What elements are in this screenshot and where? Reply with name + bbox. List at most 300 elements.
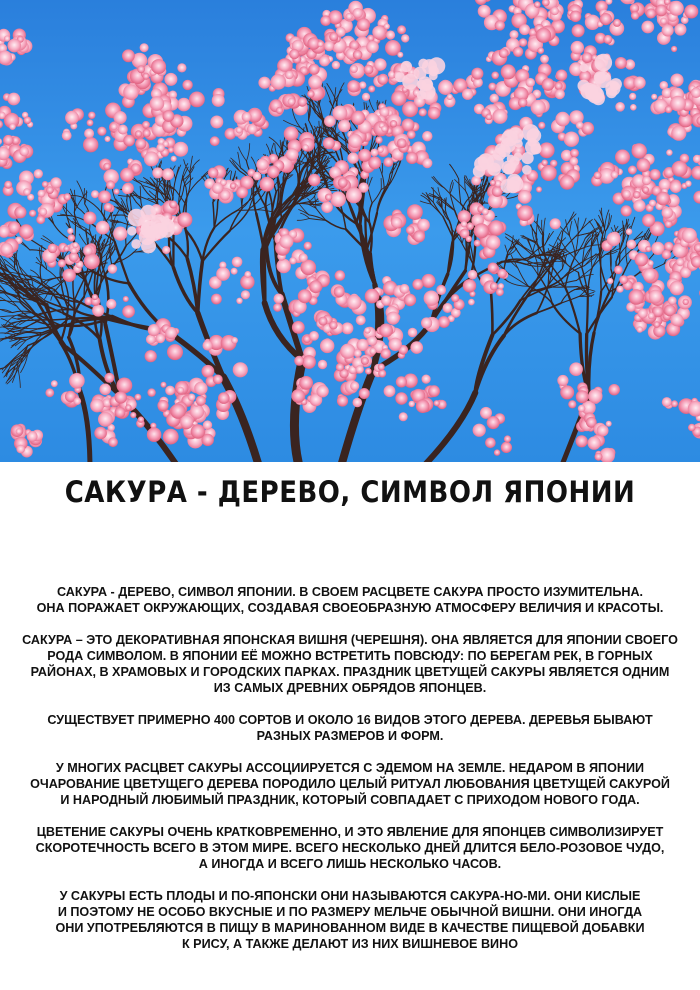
- blossom: [536, 28, 551, 43]
- blossom: [396, 376, 407, 387]
- blossom: [507, 155, 515, 163]
- blossom: [4, 36, 10, 42]
- blossom: [120, 168, 134, 182]
- blossom: [619, 275, 628, 284]
- blossom: [560, 175, 575, 190]
- blossom: [23, 188, 30, 195]
- blossom: [568, 400, 576, 408]
- blossom: [513, 47, 523, 57]
- blossom: [8, 39, 22, 53]
- blossom: [486, 235, 501, 250]
- blossom: [329, 32, 338, 41]
- blossom: [370, 149, 378, 157]
- blossom: [671, 400, 678, 407]
- blossom: [488, 83, 496, 91]
- blossom: [401, 61, 412, 72]
- blossom: [135, 394, 142, 401]
- blossom: [88, 112, 95, 119]
- blossom: [386, 30, 395, 39]
- blossom: [19, 147, 29, 157]
- blossom: [135, 138, 146, 149]
- blossom: [588, 436, 601, 449]
- blossom: [69, 373, 85, 389]
- blossom: [139, 229, 156, 246]
- blossom: [570, 10, 582, 22]
- text-line: РАЗНЫХ РАЗМЕРОВ И ФОРМ.: [256, 729, 444, 743]
- blossom: [594, 172, 602, 180]
- blossom: [422, 274, 436, 288]
- blossom: [289, 49, 299, 59]
- blossom: [399, 284, 409, 294]
- blossom: [323, 137, 335, 149]
- text-line: РОДА СИМВОЛОМ. В ЯПОНИИ ЕЁ МОЖНО ВСТРЕТИТЬ ПОВСЮДУ: ПО БЕРЕГАМ РЕК, В ГОРНЫХ: [47, 649, 653, 663]
- blossom: [203, 420, 212, 429]
- blossom: [163, 110, 175, 122]
- blossom: [203, 340, 213, 350]
- blossom: [633, 200, 645, 212]
- blossom: [157, 400, 168, 411]
- blossom: [582, 52, 593, 63]
- blossom: [578, 405, 586, 413]
- blossom: [685, 181, 691, 187]
- blossom: [522, 165, 532, 175]
- blossom: [48, 244, 58, 254]
- blossom: [144, 151, 159, 166]
- blossom: [191, 424, 205, 438]
- blossom: [569, 157, 578, 166]
- blossom: [320, 15, 331, 26]
- blossom: [623, 190, 631, 198]
- blossom: [70, 248, 77, 255]
- blossom: [236, 298, 242, 304]
- blossom: [84, 129, 94, 139]
- blossom: [289, 257, 296, 264]
- blossom: [531, 100, 546, 115]
- blossom: [147, 427, 162, 442]
- blossom: [501, 64, 516, 79]
- blossom: [278, 60, 290, 72]
- blossom: [417, 219, 430, 232]
- text-line: ОНИ УПОТРЕБЛЯЮТСЯ В ПИЩУ В МАРИНОВАННОМ ВИДЕ В КАЧЕСТВЕ ПИЩЕВОЙ ДОБАВКИ: [55, 921, 645, 935]
- blossom: [211, 294, 222, 305]
- blossom: [662, 207, 674, 219]
- blossom: [307, 90, 314, 97]
- blossom: [438, 80, 453, 95]
- blossom: [491, 72, 499, 80]
- blossom: [347, 80, 359, 92]
- blossom: [320, 339, 334, 353]
- blossom: [642, 187, 649, 194]
- blossom: [302, 144, 308, 150]
- blossom: [92, 304, 104, 316]
- blossom: [177, 212, 192, 227]
- blossom: [571, 41, 584, 54]
- blossom: [499, 48, 509, 58]
- blossom: [526, 78, 535, 87]
- blossom: [188, 394, 196, 402]
- blossom: [466, 236, 472, 242]
- blossom: [379, 324, 393, 338]
- blossom: [122, 49, 135, 62]
- blossom: [372, 26, 385, 39]
- blossom: [603, 35, 612, 44]
- blossom: [637, 326, 643, 332]
- text-line: СКОРОТЕЧНОСТЬ ВСЕГО В ЭТОМ МИРЕ. ВСЕГО НЕСКОЛЬКО ДНЕЙ ДЛИТСЯ БЕЛО-РОЗОВОЕ ЧУДО,: [35, 841, 665, 855]
- blossom: [16, 428, 22, 434]
- blossom: [366, 41, 379, 54]
- blossom: [319, 317, 328, 326]
- blossom: [381, 348, 391, 358]
- blossom: [285, 71, 294, 80]
- blossom: [397, 52, 403, 58]
- blossom: [284, 126, 299, 141]
- blossom: [210, 116, 223, 129]
- blossom: [361, 357, 369, 365]
- blossom: [494, 449, 500, 455]
- blossom: [348, 134, 362, 148]
- blossom: [628, 166, 637, 175]
- blossom: [540, 55, 549, 64]
- blossom: [527, 128, 542, 143]
- blossom: [256, 159, 268, 171]
- blossom: [299, 253, 308, 262]
- blossom: [473, 424, 486, 437]
- blossom: [27, 431, 38, 442]
- blossom: [461, 221, 467, 227]
- blossom: [244, 271, 251, 278]
- blossom: [51, 380, 58, 387]
- blossom: [534, 1, 541, 8]
- blossom: [357, 18, 370, 31]
- blossom: [688, 424, 696, 432]
- blossom: [19, 224, 34, 239]
- blossom: [646, 8, 656, 18]
- blossom: [670, 74, 683, 87]
- blossom: [629, 93, 636, 100]
- blossom: [189, 92, 205, 108]
- blossom: [421, 317, 432, 328]
- blossom: [468, 270, 478, 280]
- blossom: [321, 201, 333, 213]
- branch: [491, 293, 492, 335]
- blossom: [642, 214, 655, 227]
- blossom: [91, 190, 99, 198]
- blossom: [104, 373, 114, 383]
- blossom: [108, 437, 118, 447]
- blossom: [87, 119, 94, 126]
- blossom: [654, 321, 661, 328]
- text-line: ЦВЕТЕНИЕ САКУРЫ ОЧЕНЬ КРАТКОВРЕМЕННО, И ЭТО ЯВЛЕНИЕ ДЛЯ ЯПОНЦЕВ СИМВОЛИЗИРУЕТ: [36, 825, 664, 839]
- blossom: [434, 400, 440, 406]
- blossom: [497, 269, 507, 279]
- blossom: [580, 63, 589, 72]
- blossom: [595, 54, 613, 72]
- blossom: [180, 415, 193, 428]
- blossom: [629, 289, 645, 305]
- blossom: [615, 150, 630, 165]
- blossom: [347, 295, 362, 310]
- blossom: [3, 135, 14, 146]
- branch: [587, 296, 588, 335]
- blossom: [358, 149, 371, 162]
- blossom: [318, 360, 327, 369]
- blossom: [408, 328, 418, 338]
- blossom: [117, 378, 133, 394]
- blossom: [273, 303, 282, 312]
- blossom: [635, 253, 649, 267]
- blossom: [350, 65, 358, 73]
- blossom: [335, 270, 346, 281]
- blossom: [422, 375, 431, 384]
- blossom: [368, 86, 375, 93]
- blossom: [279, 234, 293, 248]
- blossom: [381, 295, 391, 305]
- blossom: [381, 126, 387, 132]
- blossom: [576, 390, 589, 403]
- blossom: [541, 165, 557, 181]
- blossom: [309, 280, 322, 293]
- blossom: [346, 187, 362, 203]
- blossom: [482, 208, 489, 215]
- blossom: [676, 258, 684, 266]
- article-body: [20, 584, 680, 968]
- blossom: [585, 84, 602, 101]
- blossom: [208, 168, 219, 179]
- blossom: [127, 226, 136, 235]
- blossom: [202, 365, 215, 378]
- blossom: [353, 8, 363, 18]
- blossom: [213, 375, 223, 385]
- blossom: [236, 127, 243, 134]
- blossom: [212, 182, 223, 193]
- blossom: [34, 169, 43, 178]
- blossom: [615, 102, 625, 112]
- blossom: [298, 289, 312, 303]
- blossom: [645, 246, 651, 252]
- blossom: [560, 385, 574, 399]
- blossom: [422, 131, 432, 141]
- paragraph: [20, 584, 680, 616]
- blossom: [304, 242, 312, 250]
- blossom: [216, 267, 230, 281]
- blossom: [353, 50, 363, 60]
- blossom: [671, 126, 686, 141]
- blossom: [555, 112, 570, 127]
- blossom: [350, 381, 359, 390]
- blossom: [83, 137, 98, 152]
- blossom: [406, 226, 415, 235]
- blossom: [655, 4, 667, 16]
- blossom: [401, 34, 409, 42]
- blossom: [334, 286, 345, 297]
- blossom: [104, 203, 113, 212]
- blossom: [286, 148, 299, 161]
- blossom: [4, 181, 12, 189]
- blossom: [231, 268, 238, 275]
- blossom: [495, 20, 505, 30]
- blossom: [140, 43, 149, 52]
- blossom: [447, 94, 453, 100]
- blossom: [501, 130, 518, 147]
- blossom: [338, 178, 348, 188]
- text-line: К РИСУ, А ТАКЖЕ ДЕЛАЮТ ИЗ НИХ ВИШНЕВОЕ ВИНО: [182, 937, 518, 951]
- blossom: [576, 435, 588, 447]
- blossom: [487, 416, 500, 429]
- blossom: [607, 278, 613, 284]
- blossom: [316, 385, 328, 397]
- blossom: [72, 242, 78, 248]
- blossom: [67, 228, 73, 234]
- blossom: [233, 362, 248, 377]
- blossom: [428, 107, 441, 120]
- blossom: [347, 152, 358, 163]
- blossom: [631, 11, 639, 19]
- blossom: [338, 120, 351, 133]
- blossom: [498, 283, 504, 289]
- blossom: [196, 396, 206, 406]
- blossom: [271, 74, 287, 90]
- blossom: [682, 228, 697, 243]
- blossom: [29, 210, 36, 217]
- blossom: [148, 324, 160, 336]
- blossom: [106, 299, 116, 309]
- paragraph: [20, 824, 680, 872]
- blossom: [649, 169, 660, 180]
- blossom: [404, 294, 416, 306]
- blossom: [324, 41, 334, 51]
- text-line: СУЩЕСТВУЕТ ПРИМЕРНО 400 СОРТОВ И ОКОЛО 16 ВИДОВ ЭТОГО ДЕРЕВА. ДЕРЕВЬЯ БЫВАЮТ: [47, 713, 653, 727]
- blossom: [395, 392, 407, 404]
- blossom: [292, 321, 305, 334]
- blossom: [463, 279, 476, 292]
- blossom: [97, 127, 106, 136]
- blossom: [143, 73, 150, 80]
- blossom: [177, 63, 186, 72]
- blossom: [329, 321, 337, 329]
- blossom: [466, 222, 474, 230]
- blossom: [130, 412, 136, 418]
- page-title: САКУРА - ДЕРЕВО, СИМВОЛ ЯПОНИИ: [64, 476, 636, 510]
- blossom: [626, 228, 633, 235]
- blossom: [410, 341, 423, 354]
- blossom: [613, 19, 621, 27]
- blossom: [488, 220, 504, 236]
- blossom: [614, 266, 623, 275]
- blossom: [632, 143, 647, 158]
- blossom: [210, 136, 220, 146]
- blossom: [384, 385, 396, 397]
- blossom: [490, 282, 498, 290]
- blossom: [182, 80, 192, 90]
- blossom: [105, 136, 111, 142]
- blossom: [92, 294, 98, 300]
- blossom: [258, 77, 270, 89]
- blossom: [319, 56, 330, 67]
- blossom: [308, 64, 319, 75]
- blossom: [152, 167, 163, 178]
- blossom: [230, 183, 237, 190]
- blossom: [308, 174, 320, 186]
- blossom: [551, 7, 559, 15]
- blossom: [336, 363, 344, 371]
- blossom: [9, 123, 16, 130]
- blossom: [518, 190, 532, 204]
- blossom: [377, 147, 383, 153]
- blossom: [490, 180, 496, 186]
- blossom: [670, 96, 686, 112]
- blossom: [660, 18, 667, 25]
- blossom: [340, 344, 355, 359]
- blossom: [493, 109, 508, 124]
- blossom: [114, 111, 127, 124]
- blossom: [114, 189, 120, 195]
- blossom: [438, 316, 450, 328]
- blossom: [569, 362, 583, 376]
- blossom: [96, 221, 110, 235]
- blossom: [118, 125, 128, 135]
- blossom: [419, 108, 427, 116]
- blossom: [332, 106, 347, 121]
- blossom: [641, 21, 654, 34]
- blossom: [412, 279, 423, 290]
- blossom: [564, 132, 579, 147]
- blossom: [115, 391, 127, 403]
- blossom: [518, 98, 527, 107]
- blossom: [156, 144, 165, 153]
- blossom: [375, 136, 382, 143]
- blossom: [288, 98, 295, 105]
- text-line: РАЙОНАХ, В ХРАМОВЫХ И ГОРОДСКИХ ПАРКАХ. ПРАЗДНИК ЦВЕТУЩЕЙ САКУРЫ ЯВЛЯЕТСЯ ОДНИМ: [30, 665, 670, 679]
- blossom: [473, 165, 485, 177]
- paragraph: [20, 760, 680, 808]
- blossom: [437, 286, 446, 295]
- blossom: [325, 194, 332, 201]
- blossom: [90, 399, 104, 413]
- blossom: [167, 344, 183, 360]
- blossom: [308, 75, 322, 89]
- blossom: [416, 399, 430, 413]
- text-line: И ПОЭТОМУ НЕ ОСОБО ВКУСНЫЕ И ПО РАЗМЕРУ МЕЛЬЧЕ ОБЫЧНОЙ ВИШНИ. ОНИ ИНОГДА: [57, 905, 643, 919]
- blossom: [387, 312, 400, 325]
- blossom: [595, 453, 603, 461]
- blossom: [177, 98, 191, 112]
- blossom: [111, 123, 118, 130]
- blossom: [103, 163, 110, 170]
- blossom: [356, 365, 364, 373]
- blossom: [606, 421, 612, 427]
- blossom: [665, 106, 673, 114]
- blossom: [83, 212, 96, 225]
- blossom: [522, 152, 534, 164]
- blossom: [141, 205, 156, 220]
- blossom: [298, 97, 308, 107]
- blossom: [519, 24, 530, 35]
- blossom: [594, 71, 607, 84]
- blossom: [277, 259, 291, 273]
- blossom: [648, 312, 655, 319]
- blossom: [570, 149, 579, 158]
- blossom: [378, 363, 385, 370]
- blossom: [451, 294, 459, 302]
- blossom: [317, 41, 323, 47]
- blossom: [143, 129, 151, 137]
- blossom: [309, 331, 319, 341]
- blossom: [346, 13, 353, 20]
- text-line: САКУРА – ЭТО ДЕКОРАТИВНАЯ ЯПОНСКАЯ ВИШНЯ (ЧЕРЕШНЯ). ОНА ЯВЛЯЕТСЯ ДЛЯ ЯПОНИИ СВОЕГО: [22, 633, 678, 647]
- text-line: ОЧАРОВАНИЕ ЦВЕТУЩЕГО ДЕРЕВА ПОРОДИЛО ЦЕЛЫЙ РИТУАЛ ЛЮБОВАНИЯ ЦВЕТУЩЕЙ САКУРОЙ: [30, 777, 670, 791]
- blossom: [194, 382, 207, 395]
- blossom: [232, 257, 243, 268]
